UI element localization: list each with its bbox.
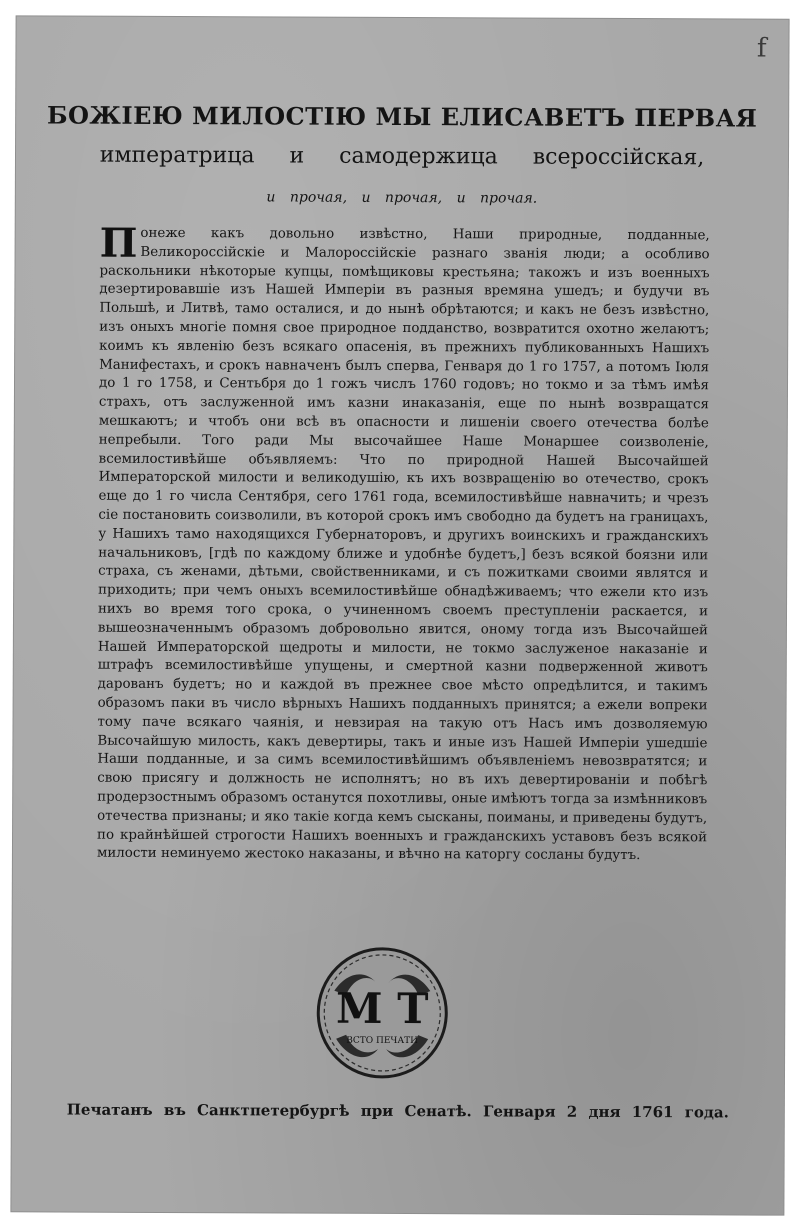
- document-title: БОЖІЕЮ МИЛОСТІЮ МЫ ЕЛИСАВЕТЪ ПЕРВАЯ: [46, 100, 758, 133]
- printing-seal: [312, 943, 453, 1084]
- document-title-etc: и прочая, и прочая, и прочая.: [266, 189, 538, 207]
- seal-caption: ВСТО ПЕЧАТИ: [346, 1035, 419, 1047]
- imprint-line: Печатанъ въ Санктпетербургѣ при Сенатѣ. Генваря 2 дня 1761 года.: [66, 1100, 729, 1122]
- corner-annotation: f: [756, 33, 767, 64]
- seal-emblem-icon: [312, 943, 453, 1084]
- document-body: [96, 219, 710, 867]
- drop-cap: П: [99, 219, 138, 267]
- document-subtitle: императрица и самодержица всероссійская,: [99, 142, 705, 171]
- seal-monogram: М Т: [335, 983, 429, 1034]
- body-paragraph: онеже какъ довольно извѣстно, Наши природные, подданные, Великороссійскіе и Малороссійскіе разнаго званія люди; а особливо раскольники нѣкоторые купцы, помѣщиковы крестьяна; такожъ и изъ военныхъ дезертировавшіе изъ Нашей Имперіи въ разныя времяна ушедъ; и будучи въ Польшѣ, и Литвѣ, тамо осталися, и до нынѣ обрѣтаются; и какъ не безъ извѣстно, изъ оныхъ многіе помня свое природное подданство, возвратится охотно желаютъ; коимъ къ явленію безъ всякаго опасенія, въ прежнихъ публикованныхъ Нашихъ Манифестахъ, и срокъ навначенъ былъ сперва, Генваря до 1 го 1757, а потомъ Іюля до 1 го 1758, и Сентьбря до 1 гожъ числъ 1760 годовъ; но токмо и за тѣмъ имѣя страхъ, отъ заслуженной имъ казни инаказанія, еще по нынѣ возвращатся мешкаютъ; и чтобъ они всѣ въ опасности и лишеніи своего отечества болѣе непребыли. Того ради Мы высочайшее Наше Монаршее соизволеніе, всемилостивѣйше объявляемъ: Что по природной Нашей Высочайшей Императорской милости и великодушію, къ ихъ возвращенію во отечество, срокъ еще до 1 го числа Сентября, сего 1761 года, всемилостивѣйше навначить; и чрезъ сіе постановить соизволили, въ которой срокъ имъ свободно да будетъ на границахъ, у Нашихъ тамо находящихся Губернаторовъ, и другихъ воинскихъ и гражданскихъ начальниковъ, [гдѣ по каждому ближе и удобнѣе будетъ,] безъ всякой боязни или страха, съ женами, дѣтьми, свойственниками, и съ пожитками своими являтся и приходить; при чемъ оныхъ всемилостивѣйше обнадѣживаемъ; что ежели кто изъ нихъ во время того срока, о учиненномъ своемъ преступленіи раскается, и вышеозначеннымъ образомъ добровольно явится, оному тогда изъ Высочайшей Нашей Императорской щедроты и милости, не токмо заслуженое наказаніе и штрафъ всемилостивѣйше упущены, и смертной казни подверженной животъ дарованъ будетъ; но и каждой въ прежнее свое мѣсто опредѣлится, и такимъ образомъ паки въ число вѣрныхъ Нашихъ подданныхъ принятся; а ежели вопреки тому паче всякаго чаянія, и невзирая на такую отъ Насъ имъ дозволяемую Высочайшую милость, какъ девертиры, такъ и иные изъ Нашей Имперіи ушедшіе Наши подданные, и за симъ всемилостивѣйшимъ объявленіемъ невозвратятся; и свою присягу и должность не исполнятъ; но въ ихъ девертированіи и побѣгѣ продерзостнымъ образомъ останутся похотливы, оные имѣютъ тогда за измѣнниковъ отечества признаны; и яко такіе когда кемъ сысканы, поиманы, и приведены будутъ, по крайнѣйшей строгости Нашихъ военныхъ и гражданскихъ уставовъ безъ всякой милости неминуемо жестоко наказаны, и вѣчно на каторгу сосланы будутъ.: [96, 225, 710, 864]
- document-sheet: [11, 16, 788, 1214]
